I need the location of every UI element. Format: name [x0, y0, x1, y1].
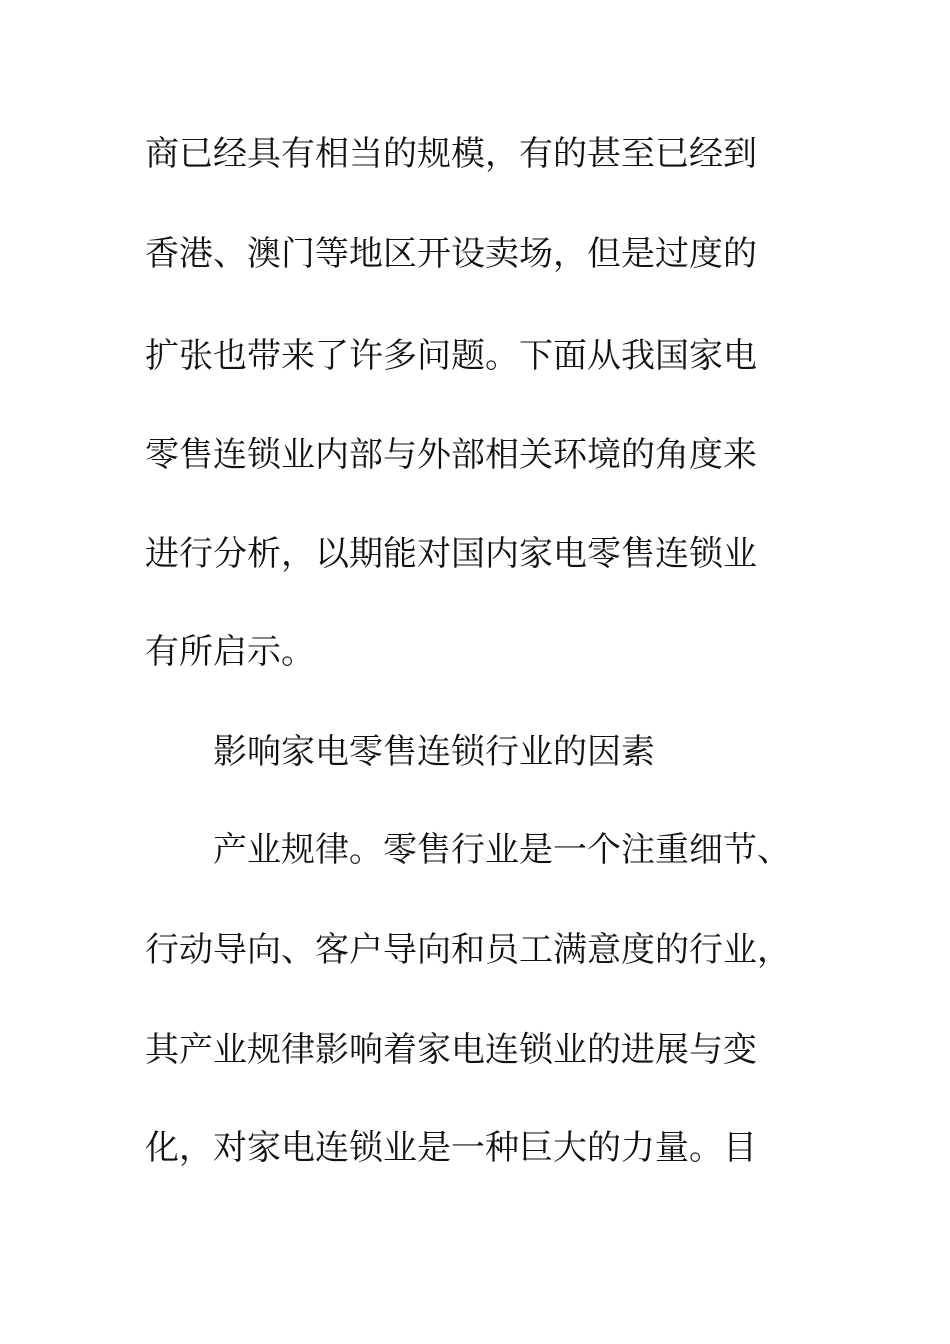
paragraph-line: 香港、澳门等地区开设卖场，但是过度的 — [145, 234, 757, 274]
paragraph-line: 商已经具有相当的规模，有的甚至已经到 — [145, 134, 757, 174]
paragraph-line: 化，对家电连锁业是一种巨大的力量。目 — [145, 1128, 757, 1168]
paragraph-line: 行动导向、客户导向和员工满意度的行业， — [145, 930, 791, 970]
section-heading: 影响家电零售连锁行业的因素 — [213, 732, 655, 772]
paragraph-line: 有所启示。 — [145, 632, 315, 672]
paragraph-line: 扩张也带来了许多问题。下面从我国家电 — [145, 336, 757, 376]
paragraph-line: 产业规律。零售行业是一个注重细节、 — [213, 830, 791, 870]
paragraph-line: 进行分析，以期能对国内家电零售连锁业 — [145, 534, 757, 574]
paragraph-line: 其产业规律影响着家电连锁业的进展与变 — [145, 1030, 757, 1070]
paragraph-line: 零售连锁业内部与外部相关环境的角度来 — [145, 435, 757, 475]
